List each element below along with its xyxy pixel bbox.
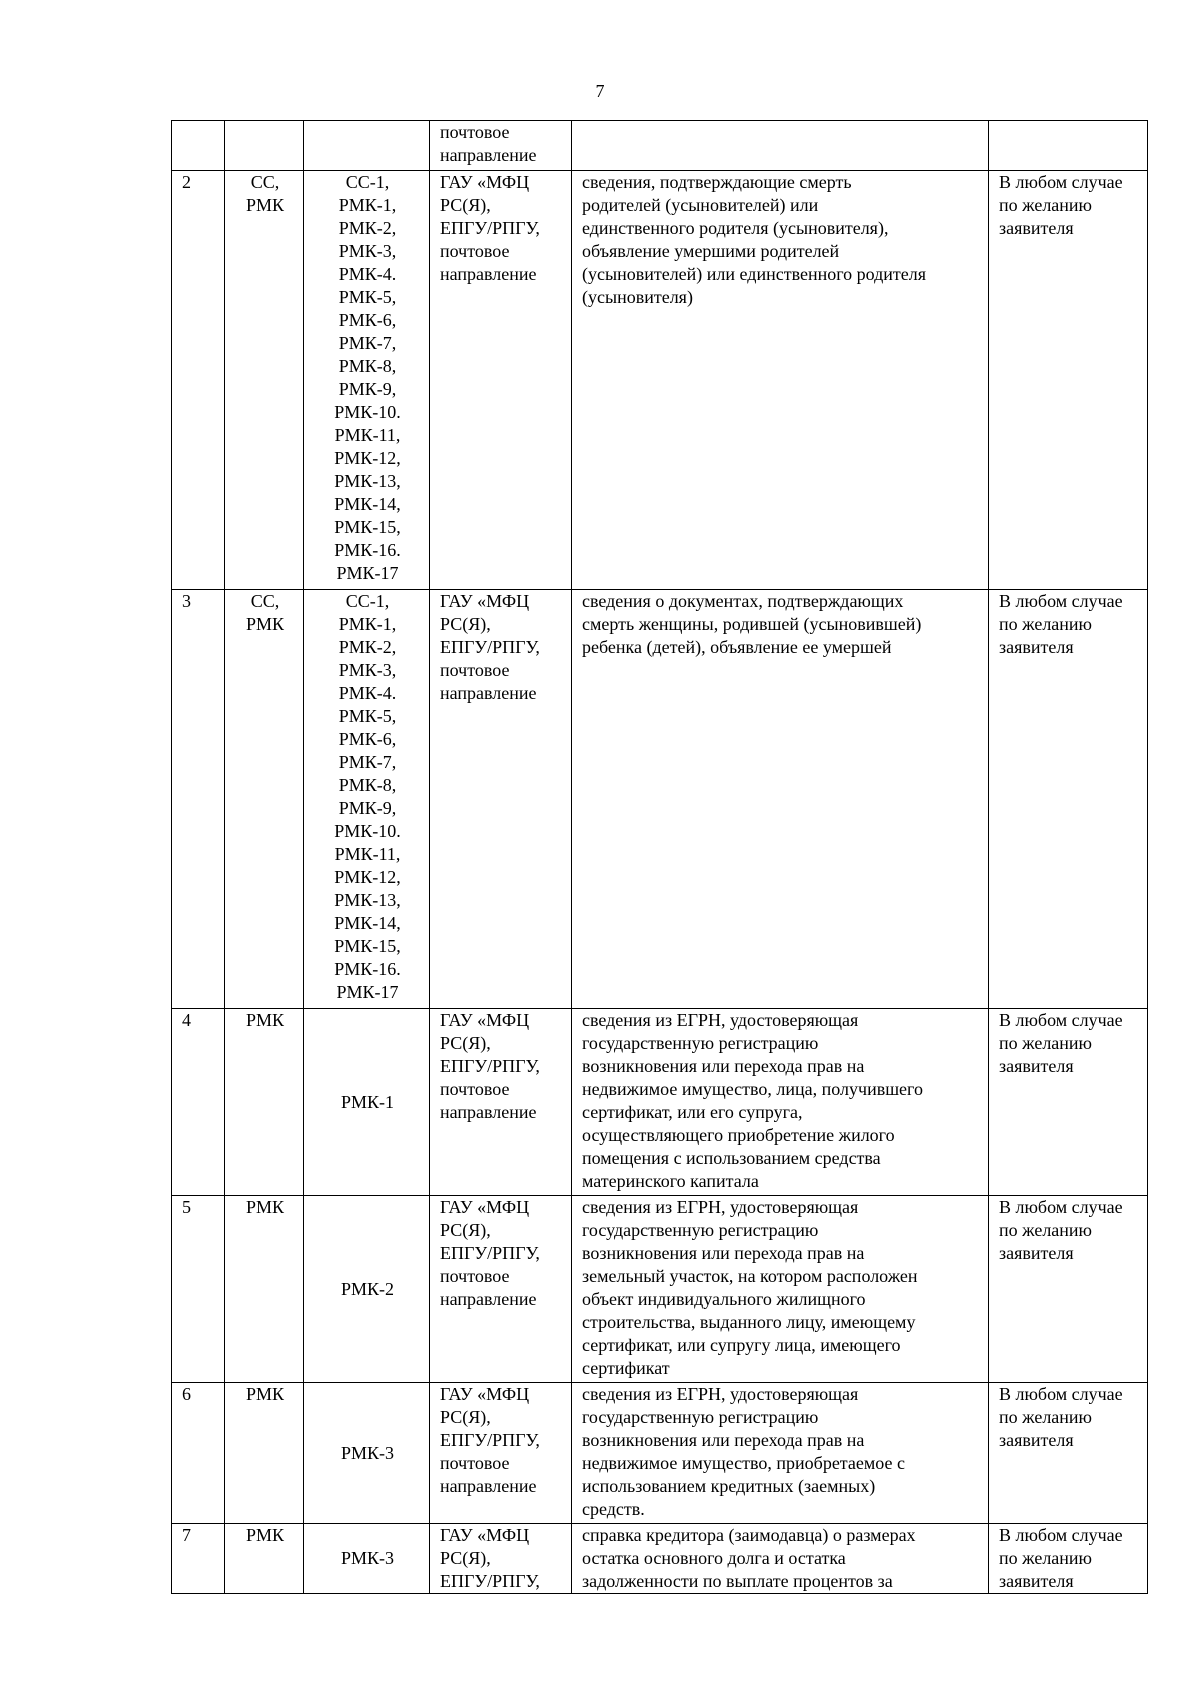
- organization-cell: ГАУ «МФЦ РС(Я), ЕПГУ/РПГУ,: [430, 1524, 572, 1594]
- description-cell: сведения из ЕГРН, удостоверяющая государственную регистрацию возникновения или перехода прав на недвижимое имущество, лица, получившего сертификат, или его супруга, осуществляющего приобретение жилого помещения с использованием средства материнского капитала: [572, 1009, 989, 1196]
- condition-cell: [989, 121, 1148, 171]
- organization-cell: ГАУ «МФЦ РС(Я), ЕПГУ/РПГУ, почтовое направление: [430, 1196, 572, 1383]
- code-item: РМК-1: [340, 1091, 394, 1112]
- codes-cell: [304, 171, 430, 590]
- code-item: РМК-8,: [338, 775, 397, 795]
- code-item: РМК-12,: [334, 867, 401, 887]
- code-item: РМК-16.: [334, 959, 401, 979]
- code-item: РМК-5,: [338, 287, 397, 307]
- row-number-cell: 2: [172, 171, 225, 590]
- condition-cell: В любом случае по желанию заявителя: [989, 1009, 1148, 1196]
- code-item: РМК-2: [340, 1278, 394, 1299]
- code-item: РМК-6,: [338, 310, 397, 330]
- code-item: СС-1,: [345, 591, 390, 611]
- code-item: РМК-6,: [338, 729, 397, 749]
- condition-cell: В любом случае по желанию заявителя: [989, 1196, 1148, 1383]
- table-body: [172, 121, 1148, 1594]
- organization-cell: ГАУ «МФЦ РС(Я), ЕПГУ/РПГУ, почтовое направление: [430, 1383, 572, 1524]
- code-item: РМК-8,: [338, 356, 397, 376]
- code-item: РМК-4.: [338, 683, 397, 703]
- codes-cell: [304, 1196, 430, 1383]
- category-cell: СС, РМК: [225, 171, 304, 590]
- category-cell: РМК: [225, 1009, 304, 1196]
- code-item: РМК-11,: [334, 425, 401, 445]
- code-item: РМК-11,: [334, 844, 401, 864]
- codes-cell: [304, 121, 430, 171]
- row-number-cell: 5: [172, 1196, 225, 1383]
- code-item: РМК-7,: [338, 333, 397, 353]
- code-item: РМК-12,: [334, 448, 401, 468]
- code-item: РМК-3,: [338, 660, 397, 680]
- table-row: [172, 171, 1148, 590]
- code-item: РМК-17: [336, 982, 399, 1002]
- code-item: РМК-5,: [338, 706, 397, 726]
- code-item: РМК-1,: [338, 195, 397, 215]
- codes-cell: [304, 1009, 430, 1196]
- code-item: РМК-4.: [338, 264, 397, 284]
- table-row: [172, 1524, 1148, 1594]
- organization-cell: ГАУ «МФЦ РС(Я), ЕПГУ/РПГУ, почтовое направление: [430, 171, 572, 590]
- code-item: РМК-10.: [334, 402, 401, 422]
- description-cell: сведения из ЕГРН, удостоверяющая государственную регистрацию возникновения или перехода прав на недвижимое имущество, приобретаемое с использованием кредитных (заемных) средств.: [572, 1383, 989, 1524]
- code-item: РМК-3: [340, 1442, 394, 1463]
- code-item: РМК-2,: [338, 637, 397, 657]
- table-row: [172, 1196, 1148, 1383]
- row-number-cell: [172, 121, 225, 171]
- code-item: РМК-3: [340, 1548, 394, 1568]
- description-cell: [572, 121, 989, 171]
- table-row: [172, 1383, 1148, 1524]
- code-item: РМК-13,: [334, 890, 401, 910]
- code-item: РМК-13,: [334, 471, 401, 491]
- category-cell: [225, 121, 304, 171]
- description-cell: сведения из ЕГРН, удостоверяющая государственную регистрацию возникновения или перехода прав на земельный участок, на котором расположен объект индивидуального жилищного строительства, выданного лицу, имеющему сертификат, или супругу лица, имеющего сертификат: [572, 1196, 989, 1383]
- codes-cell: [304, 590, 430, 1009]
- condition-cell: В любом случае по желанию заявителя: [989, 590, 1148, 1009]
- row-number-cell: 7: [172, 1524, 225, 1594]
- code-item: РМК-7,: [338, 752, 397, 772]
- code-item: РМК-17: [336, 563, 399, 583]
- description-cell: сведения, подтверждающие смерть родителей (усыновителей) или единственного родителя (усыновителя), объявление умершими родителей (усыновителей) или единственного родителя (усыновителя): [572, 171, 989, 590]
- code-item: РМК-9,: [338, 798, 397, 818]
- code-item: РМК-3,: [338, 241, 397, 261]
- page-number: 7: [595, 81, 605, 101]
- code-item: РМК-14,: [334, 913, 401, 933]
- code-item: РМК-2,: [338, 218, 397, 238]
- code-item: РМК-14,: [334, 494, 401, 514]
- row-number-cell: 4: [172, 1009, 225, 1196]
- table-row: [172, 590, 1148, 1009]
- organization-cell: почтовое направление: [430, 121, 572, 171]
- description-cell: сведения о документах, подтверждающих смерть женщины, родившей (усыновившей) ребенка (детей), объявление ее умершей: [572, 590, 989, 1009]
- code-item: РМК-15,: [334, 517, 401, 537]
- condition-cell: В любом случае по желанию заявителя: [989, 1524, 1148, 1594]
- organization-cell: ГАУ «МФЦ РС(Я), ЕПГУ/РПГУ, почтовое направление: [430, 1009, 572, 1196]
- table-row: [172, 121, 1148, 171]
- category-cell: РМК: [225, 1524, 304, 1594]
- code-item: РМК-16.: [334, 540, 401, 560]
- code-item: СС-1,: [345, 172, 390, 192]
- category-cell: РМК: [225, 1196, 304, 1383]
- table-row: [172, 1009, 1148, 1196]
- code-item: РМК-10.: [334, 821, 401, 841]
- codes-cell: [304, 1383, 430, 1524]
- condition-cell: В любом случае по желанию заявителя: [989, 171, 1148, 590]
- category-cell: РМК: [225, 1383, 304, 1524]
- description-cell: справка кредитора (заимодавца) о размерах остатка основного долга и остатка задолженности по выплате процентов за: [572, 1524, 989, 1594]
- code-item: РМК-1,: [338, 614, 397, 634]
- documents-table: [171, 120, 1148, 1594]
- code-item: РМК-9,: [338, 379, 397, 399]
- condition-cell: В любом случае по желанию заявителя: [989, 1383, 1148, 1524]
- row-number-cell: 3: [172, 590, 225, 1009]
- row-number-cell: 6: [172, 1383, 225, 1524]
- organization-cell: ГАУ «МФЦ РС(Я), ЕПГУ/РПГУ, почтовое направление: [430, 590, 572, 1009]
- codes-cell: [304, 1524, 430, 1594]
- category-cell: СС, РМК: [225, 590, 304, 1009]
- code-item: РМК-15,: [334, 936, 401, 956]
